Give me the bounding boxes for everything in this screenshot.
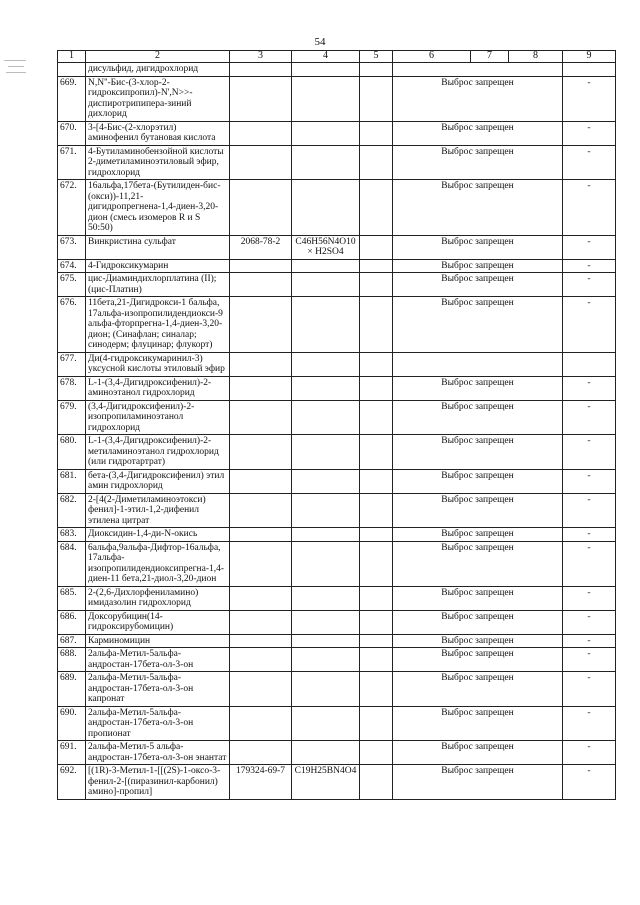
empty-cell <box>360 493 393 528</box>
column-8-value: - <box>563 259 616 273</box>
empty-cell <box>360 586 393 610</box>
column-8-value: - <box>563 145 616 180</box>
column-8-value: - <box>563 765 616 800</box>
empty-cell <box>360 180 393 236</box>
cas-number <box>230 121 292 145</box>
substance-name: 2-[4(2-Диметиламиноэтокси) фенил]-1-этил-1,2-дифенил этилена цитрат <box>86 493 230 528</box>
substance-name: 6альфа,9альфа-Дифтор-16альфа, 17альфа-изопропилидендиоксипрегна-1,4-диен-11 бета,21-диол-3,20-дион <box>86 541 230 586</box>
discharge-status: Выброс запрещен <box>393 435 563 470</box>
table-row <box>58 634 616 648</box>
margin-mark <box>4 60 26 61</box>
row-number: 685. <box>58 586 86 610</box>
table-row <box>58 297 616 353</box>
table-row <box>58 235 616 259</box>
substance-name: Доксорубицин(14-гидроксирубомицин) <box>86 610 230 634</box>
row-number <box>58 63 86 77</box>
table-row <box>58 648 616 672</box>
column-8-value: - <box>563 180 616 236</box>
substance-name: Ди(4-гидроксикумаринил-3) уксусной кислоты этиловый эфир <box>86 352 230 376</box>
table-row <box>58 400 616 435</box>
discharge-status: Выброс запрещен <box>393 706 563 741</box>
cas-number <box>230 63 292 77</box>
margin-mark <box>6 72 26 73</box>
chemical-formula <box>292 741 360 765</box>
row-number: 676. <box>58 297 86 353</box>
substance-name: Карминомицин <box>86 634 230 648</box>
cas-number <box>230 706 292 741</box>
empty-cell <box>360 541 393 586</box>
column-header: 3 <box>230 51 292 63</box>
chemical-formula <box>292 528 360 542</box>
cas-number <box>230 469 292 493</box>
row-number: 681. <box>58 469 86 493</box>
column-8-value: - <box>563 541 616 586</box>
column-8-value: - <box>563 297 616 353</box>
discharge-status: Выброс запрещен <box>393 541 563 586</box>
discharge-status: Выброс запрещен <box>393 765 563 800</box>
substance-name: бета-(3,4-Дигидроксифенил) этил амин гидрохлорид <box>86 469 230 493</box>
table-row <box>58 121 616 145</box>
substance-name: [(1R)-3-Метил-1-[[(2S)-1-оксо-3-фенил-2-[(пиразинил-карбонил) амино]-пропил] <box>86 765 230 800</box>
discharge-status: Выброс запрещен <box>393 528 563 542</box>
substance-name: 3-[4-Бис-(2-хлорэтил) аминофенил бутановая кислота <box>86 121 230 145</box>
column-8-value: - <box>563 235 616 259</box>
empty-cell <box>360 400 393 435</box>
empty-cell <box>360 145 393 180</box>
discharge-status <box>393 352 563 376</box>
column-header: 7 <box>471 51 509 63</box>
empty-cell <box>360 352 393 376</box>
row-number: 670. <box>58 121 86 145</box>
row-number: 669. <box>58 76 86 121</box>
empty-cell <box>360 528 393 542</box>
column-header: 6 <box>393 51 471 63</box>
substance-name: 4-Бутиламинобензойной кислоты 2-диметиламиноэтиловый эфир, гидрохлорид <box>86 145 230 180</box>
column-8-value <box>563 352 616 376</box>
table-row <box>58 672 616 707</box>
table-row <box>58 469 616 493</box>
column-8-value: - <box>563 376 616 400</box>
substance-name: 2-(2,6-Дихлорфениламино) имидазолин гидрохлорид <box>86 586 230 610</box>
cas-number <box>230 493 292 528</box>
row-number: 688. <box>58 648 86 672</box>
table-row <box>58 586 616 610</box>
chemical-formula: C19H25BN4O4 <box>292 765 360 800</box>
column-8-value: - <box>563 493 616 528</box>
discharge-status: Выброс запрещен <box>393 259 563 273</box>
column-8-value: - <box>563 672 616 707</box>
discharge-status: Выброс запрещен <box>393 672 563 707</box>
cas-number <box>230 586 292 610</box>
chemical-formula <box>292 541 360 586</box>
cas-number <box>230 352 292 376</box>
chemical-formula <box>292 400 360 435</box>
column-8-value: - <box>563 586 616 610</box>
cas-number <box>230 145 292 180</box>
cas-number <box>230 672 292 707</box>
chemical-formula <box>292 469 360 493</box>
row-number: 692. <box>58 765 86 800</box>
table-row <box>58 741 616 765</box>
cas-number <box>230 634 292 648</box>
cas-number <box>230 273 292 297</box>
table-row <box>58 376 616 400</box>
cas-number <box>230 648 292 672</box>
table-row <box>58 273 616 297</box>
cas-number <box>230 376 292 400</box>
chemical-formula <box>292 352 360 376</box>
table-row <box>58 352 616 376</box>
row-number: 679. <box>58 400 86 435</box>
chemical-formula <box>292 672 360 707</box>
empty-cell <box>360 610 393 634</box>
empty-cell <box>360 376 393 400</box>
cas-number <box>230 435 292 470</box>
chemical-formula <box>292 610 360 634</box>
empty-cell <box>360 672 393 707</box>
substances-table <box>57 50 616 800</box>
empty-cell <box>360 706 393 741</box>
column-8-value: - <box>563 76 616 121</box>
discharge-status: Выброс запрещен <box>393 180 563 236</box>
substance-name: 2альфа-Метил-5 альфа-андростан-17бета-ол-3-он энантат <box>86 741 230 765</box>
substance-name: 2альфа-Метил-5альфа-андростан-17бета-ол-3-он пропионат <box>86 706 230 741</box>
table-row <box>58 528 616 542</box>
row-number: 684. <box>58 541 86 586</box>
row-number: 691. <box>58 741 86 765</box>
margin-mark <box>8 66 24 67</box>
substance-name: Диоксидин-1,4-ди-N-окись <box>86 528 230 542</box>
empty-cell <box>360 63 393 77</box>
cas-number <box>230 528 292 542</box>
column-8-value <box>563 63 616 77</box>
row-number: 677. <box>58 352 86 376</box>
cas-number <box>230 76 292 121</box>
chemical-formula <box>292 648 360 672</box>
cas-number <box>230 400 292 435</box>
table-row <box>58 706 616 741</box>
chemical-formula <box>292 376 360 400</box>
empty-cell <box>360 435 393 470</box>
column-8-value: - <box>563 121 616 145</box>
empty-cell <box>360 297 393 353</box>
row-number: 672. <box>58 180 86 236</box>
discharge-status: Выброс запрещен <box>393 121 563 145</box>
table-row <box>58 541 616 586</box>
chemical-formula <box>292 706 360 741</box>
chemical-formula <box>292 586 360 610</box>
discharge-status: Выброс запрещен <box>393 76 563 121</box>
empty-cell <box>360 235 393 259</box>
table-row <box>58 610 616 634</box>
chemical-formula <box>292 493 360 528</box>
table-row <box>58 765 616 800</box>
chemical-formula <box>292 435 360 470</box>
table-row <box>58 76 616 121</box>
row-number: 690. <box>58 706 86 741</box>
empty-cell <box>360 765 393 800</box>
empty-cell <box>360 634 393 648</box>
column-8-value: - <box>563 634 616 648</box>
cas-number: 179324-69-7 <box>230 765 292 800</box>
substance-name: дисульфид, дигидрохлорид <box>86 63 230 77</box>
chemical-formula <box>292 63 360 77</box>
row-number: 683. <box>58 528 86 542</box>
empty-cell <box>360 76 393 121</box>
discharge-status: Выброс запрещен <box>393 586 563 610</box>
column-header: 4 <box>292 51 360 63</box>
column-8-value: - <box>563 610 616 634</box>
substance-name: 16альфа,17бета-(Бутилиден-бис-(окси))-11,21-дигидропрегнена-1,4-диен-3,20-дион (смесь изомеров R и S 50:50) <box>86 180 230 236</box>
column-header: 1 <box>58 51 86 63</box>
page-number: 54 <box>314 36 326 48</box>
cas-number <box>230 180 292 236</box>
cas-number <box>230 259 292 273</box>
row-number: 689. <box>58 672 86 707</box>
table-row <box>58 145 616 180</box>
substance-name: 11бета,21-Дигидрокси-1 бальфа, 17альфа-изопропилидендиокси-9 альфа-фторпрегна-1,4-диен-3,20-дион; (Синафлан; синалар; синодерм; флуцинар; флукорт) <box>86 297 230 353</box>
row-number: 678. <box>58 376 86 400</box>
substance-name: L-1-(3,4-Дигидроксифенил)-2-аминоэтанол гидрохлорид <box>86 376 230 400</box>
table-row <box>58 180 616 236</box>
column-header: 2 <box>86 51 230 63</box>
row-number: 671. <box>58 145 86 180</box>
table-row <box>58 493 616 528</box>
column-8-value: - <box>563 648 616 672</box>
discharge-status: Выброс запрещен <box>393 145 563 180</box>
discharge-status: Выброс запрещен <box>393 297 563 353</box>
substance-name: цис-Диаминдихлорплатина (II); (цис-Платин) <box>86 273 230 297</box>
discharge-status: Выброс запрещен <box>393 400 563 435</box>
cas-number <box>230 741 292 765</box>
header-row <box>58 51 616 63</box>
row-number: 680. <box>58 435 86 470</box>
table-row <box>58 63 616 77</box>
chemical-formula <box>292 145 360 180</box>
substance-name: (3,4-Дигидроксифенил)-2-изопропиламиноэтанол гидрохлорид <box>86 400 230 435</box>
chemical-formula <box>292 273 360 297</box>
substance-name: 4-Гидроксикумарин <box>86 259 230 273</box>
column-8-value: - <box>563 469 616 493</box>
cas-number <box>230 541 292 586</box>
empty-cell <box>360 469 393 493</box>
cas-number <box>230 297 292 353</box>
discharge-status: Выброс запрещен <box>393 235 563 259</box>
chemical-formula <box>292 634 360 648</box>
discharge-status: Выброс запрещен <box>393 610 563 634</box>
column-header: 5 <box>360 51 393 63</box>
chemical-formula <box>292 180 360 236</box>
chemical-formula <box>292 121 360 145</box>
scan-margin-marks <box>0 0 40 905</box>
row-number: 675. <box>58 273 86 297</box>
substance-name: L-1-(3,4-Дигидроксифенил)-2-метиламиноэтанол гидрохлорид (или гидротартрат) <box>86 435 230 470</box>
discharge-status: Выброс запрещен <box>393 376 563 400</box>
column-header: 8 <box>509 51 563 63</box>
row-number: 686. <box>58 610 86 634</box>
chemical-formula: C46H56N4O10 × H2SO4 <box>292 235 360 259</box>
row-number: 682. <box>58 493 86 528</box>
column-header: 9 <box>563 51 616 63</box>
row-number: 674. <box>58 259 86 273</box>
table-row <box>58 435 616 470</box>
substance-name: 2альфа-Метил-5альфа-андростан-17бета-ол-3-он <box>86 648 230 672</box>
substance-name: Винкристина сульфат <box>86 235 230 259</box>
row-number: 687. <box>58 634 86 648</box>
discharge-status: Выброс запрещен <box>393 741 563 765</box>
discharge-status: Выброс запрещен <box>393 634 563 648</box>
column-8-value: - <box>563 706 616 741</box>
chemical-formula <box>292 76 360 121</box>
discharge-status: Выброс запрещен <box>393 648 563 672</box>
discharge-status: Выброс запрещен <box>393 273 563 297</box>
empty-cell <box>360 259 393 273</box>
column-8-value: - <box>563 273 616 297</box>
empty-cell <box>360 273 393 297</box>
column-8-value: - <box>563 435 616 470</box>
substance-name: 2альфа-Метил-5альфа-андростан-17бета-ол-3-он капронат <box>86 672 230 707</box>
table-row <box>58 259 616 273</box>
empty-cell <box>360 121 393 145</box>
discharge-status: Выброс запрещен <box>393 493 563 528</box>
column-8-value: - <box>563 528 616 542</box>
chemical-formula <box>292 259 360 273</box>
discharge-status: Выброс запрещен <box>393 469 563 493</box>
cas-number <box>230 610 292 634</box>
discharge-status <box>393 63 563 77</box>
substance-name: N,N''-Бис-(3-хлор-2-гидроксипропил)-N',N>>-диспиротрипипера-зиний дихлорид <box>86 76 230 121</box>
chemical-formula <box>292 297 360 353</box>
empty-cell <box>360 741 393 765</box>
cas-number: 2068-78-2 <box>230 235 292 259</box>
row-number: 673. <box>58 235 86 259</box>
column-8-value: - <box>563 741 616 765</box>
column-8-value: - <box>563 400 616 435</box>
empty-cell <box>360 648 393 672</box>
